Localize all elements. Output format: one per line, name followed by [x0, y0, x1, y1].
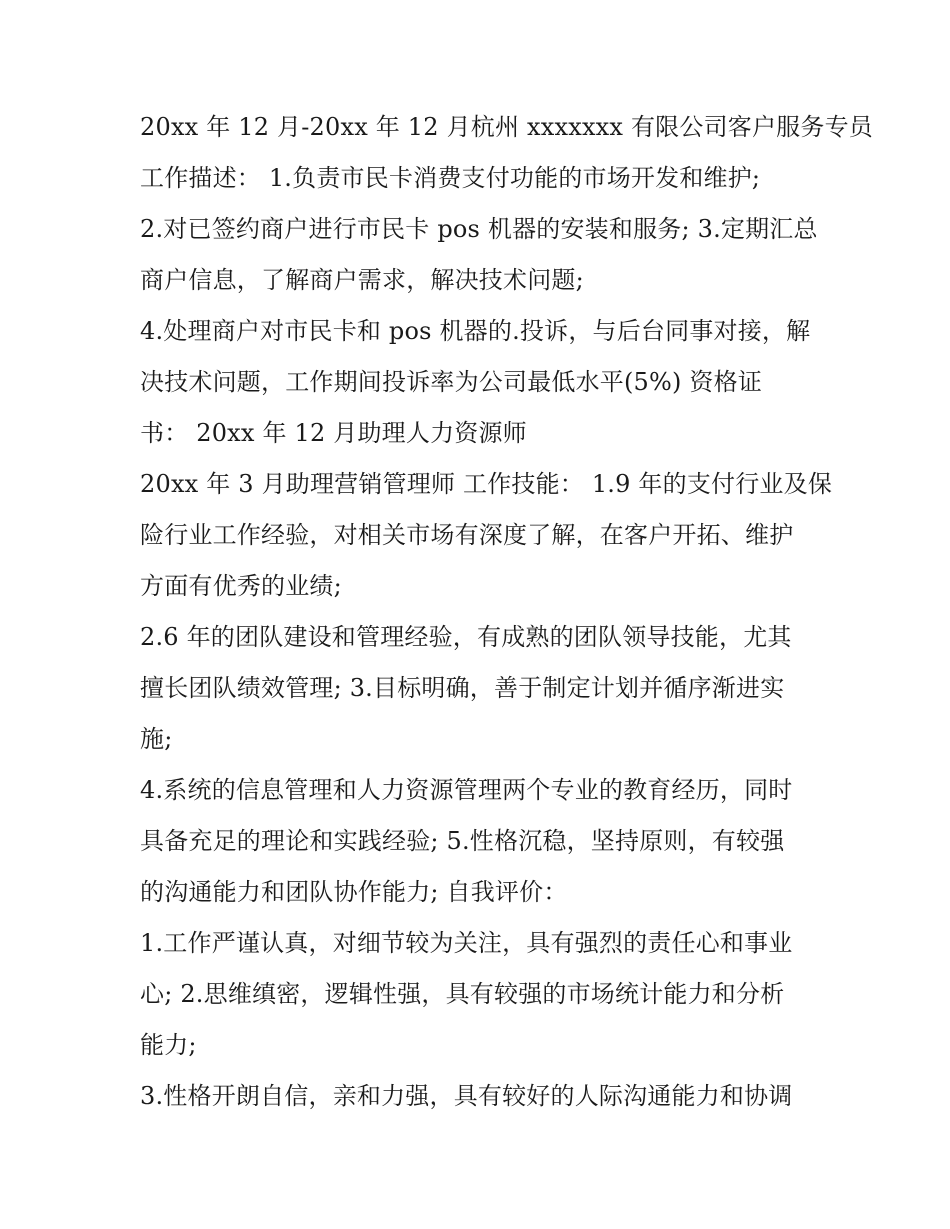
text-line: 3.性格开朗自信，亲和力强，具有较好的人际沟通能力和协调 [140, 1082, 793, 1110]
text-line: 擅长团队绩效管理; 3.目标明确，善于制定计划并循序渐进实 [140, 674, 785, 702]
text-line: 心; 2.思维缜密，逻辑性强，具有较强的市场统计能力和分析 [140, 980, 785, 1008]
text-line: 工作描述： 1.负责市民卡消费支付功能的市场开发和维护; [140, 164, 761, 192]
text-line: 险行业工作经验，对相关市场有深度了解，在客户开拓、维护 [140, 521, 794, 549]
text-line: 书： 20xx 年 12 月助理人力资源师 [140, 419, 527, 447]
text-line: 2.对已签约商户进行市民卡 pos 机器的安装和服务; 3.定期汇总 [140, 215, 818, 243]
text-line: 具备充足的理论和实践经验; 5.性格沉稳，坚持原则，有较强 [140, 827, 785, 855]
text-line: 商户信息，了解商户需求，解决技术问题; [140, 266, 584, 294]
text-line: 的沟通能力和团队协作能力; 自我评价： [140, 878, 568, 906]
text-line: 2.6 年的团队建设和管理经验，有成熟的团队领导技能，尤其 [140, 623, 792, 651]
text-line: 施; [140, 725, 173, 753]
text-line: 1.工作严谨认真，对细节较为关注，具有强烈的责任心和事业 [140, 929, 793, 957]
text-line: 决技术问题，工作期间投诉率为公司最低水平(5%) 资格证 [140, 368, 763, 396]
text-line: 能力; [140, 1031, 197, 1059]
document-body [140, 102, 873, 1122]
text-line: 方面有优秀的业绩; [140, 572, 342, 600]
text-line: 20xx 年 12 月-20xx 年 12 月杭州 xxxxxxx 有限公司客户服务专员 [140, 113, 873, 141]
text-line: 20xx 年 3 月助理营销管理师 工作技能： 1.9 年的支付行业及保 [140, 470, 833, 498]
text-line: 4.系统的信息管理和人力资源管理两个专业的教育经历，同时 [140, 776, 793, 804]
text-line: 4.处理商户对市民卡和 pos 机器的.投诉，与后台同事对接，解 [140, 317, 811, 345]
